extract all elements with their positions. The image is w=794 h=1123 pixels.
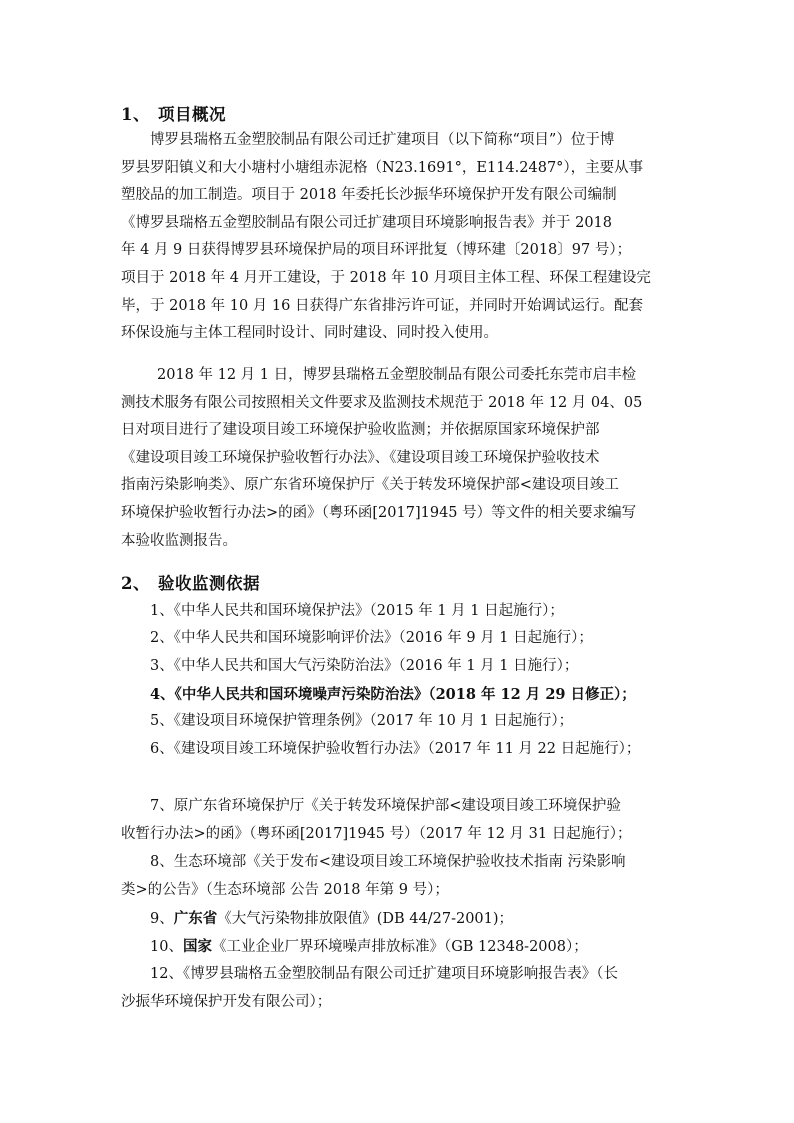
- paragraph-line: 罗县罗阳镇义和大小塘村小塘组赤泥格（N23.1691°，E114.2487°），主要从事: [121, 159, 644, 176]
- item-org: 广东省: [173, 910, 218, 927]
- paragraph-line: 项目于 2018 年 4 月开工建设，于 2018 年 10 月项目主体工程、环保工程建设完: [121, 269, 651, 286]
- item-line: 沙振华环境保护开发有限公司）；: [121, 993, 332, 1010]
- basis-item-4: 4、《中华人民共和国环境噪声污染防治法》（2018 年 12 月 29 日修正）；: [150, 686, 636, 703]
- section-2-heading: [121, 570, 260, 594]
- basis-item-7: [121, 793, 631, 848]
- paragraph-line: 2018 年 12 月 1 日，博罗县瑞格五金塑胶制品有限公司委托东莞市启丰检: [157, 367, 637, 383]
- paragraph-line: 年 4 月 9 日获得博罗县环境保护局的项目环评批复（博环建〔2018〕97 号）；: [121, 242, 632, 259]
- basis-item-2: 2、《中华人民共和国环境影响评价法》（2016 年 9 月 1 日起施行）；: [150, 630, 593, 646]
- paragraph-line: 环保设施与主体工程同时设计、同时建设、同时投入使用。: [121, 325, 498, 342]
- item-line: 8、生态环境部《关于发布<建设项目竣工环境保护验收技术指南 污染影响: [150, 854, 626, 870]
- item-org: 国家: [182, 938, 212, 955]
- basis-item-9: [150, 905, 513, 934]
- basis-item-1: 1、《中华人民共和国环境保护法》（2015 年 1 月 1 日起施行）；: [150, 603, 564, 619]
- item-line: 12、《博罗县瑞格五金塑胶制品有限公司迁扩建项目环境影响报告表》（长: [150, 966, 618, 982]
- paragraph-line: 测技术服务有限公司按照相关文件要求及监测技术规范于 2018 年 12 月 04、05: [121, 394, 643, 411]
- section-1-paragraph-1: [121, 127, 681, 348]
- basis-item-5: 5、《建设项目环境保护管理条例》（2017 年 10 月 1 日起施行）；: [150, 713, 574, 729]
- paragraph-line: 日对项目进行了建设项目竣工环境保护验收监测；并依据原国家环境保护部: [121, 422, 600, 439]
- basis-item-8: [121, 849, 625, 904]
- item-prefix: 10、: [150, 939, 183, 955]
- paragraph-line: 《建设项目竣工环境保护验收暂行办法》、《建设项目竣工环境保护验收技术: [121, 449, 600, 466]
- item-prefix: 9、: [150, 911, 174, 927]
- item-text: 《大气污染物排放限值》(DB 44/27-2001)；: [217, 911, 514, 927]
- section-1-number: 1、: [121, 105, 150, 124]
- basis-item-10: [150, 933, 588, 962]
- basis-item-3: 3、《中华人民共和国大气污染防治法》（2016 年 1 月 1 日施行）；: [150, 658, 579, 674]
- section-1-heading: [121, 101, 226, 125]
- paragraph-line: 《博罗县瑞格五金塑胶制品有限公司迁扩建项目环境影响报告表》并于 2018: [121, 214, 613, 231]
- section-1-title: 项目概况: [158, 105, 226, 124]
- paragraph-line: 环境保护验收暂行办法>的函》（粤环函[2017]1945 号）等文件的相关要求编写: [121, 504, 637, 521]
- basis-item-6: 6、《建设项目竣工环境保护验收暂行办法》（2017 年 11 月 22 日起施行）；: [150, 741, 641, 757]
- section-2-number: 2、: [121, 574, 150, 593]
- paragraph-line: 本验收监测报告。: [121, 532, 237, 549]
- section-2-title: 验收监测依据: [158, 574, 260, 593]
- item-text: 《工业企业厂界环境噪声排放标准》（GB 12348-2008）；: [211, 939, 588, 955]
- basis-item-12: [121, 961, 618, 1016]
- item-line: 类>的公告》（生态环境部 公告 2018 年第 9 号）；: [121, 881, 449, 898]
- item-line: 7、原广东省环境保护厅《关于转发环境保护部<建设项目竣工环境保护验: [150, 798, 621, 814]
- section-1-paragraph-2: [121, 362, 681, 555]
- paragraph-line: 毕，于 2018 年 10 月 16 日获得广东省排污许可证，并同时开始调试运行。配套: [121, 297, 643, 314]
- paragraph-line: 塑胶品的加工制造。项目于 2018 年委托长沙振华环境保护开发有限公司编制: [121, 187, 617, 204]
- paragraph-line: 指南污染影响类》、原广东省环境保护厅《关于转发环境保护部<建设项目竣工: [121, 477, 619, 494]
- item-line: 收暂行办法>的函》（粤环函[2017]1945 号）（2017 年 12 月 31 日起施行）；: [121, 825, 632, 842]
- paragraph-line: 博罗县瑞格五金塑胶制品有限公司迁扩建项目（以下简称“项目”）位于博: [150, 132, 615, 148]
